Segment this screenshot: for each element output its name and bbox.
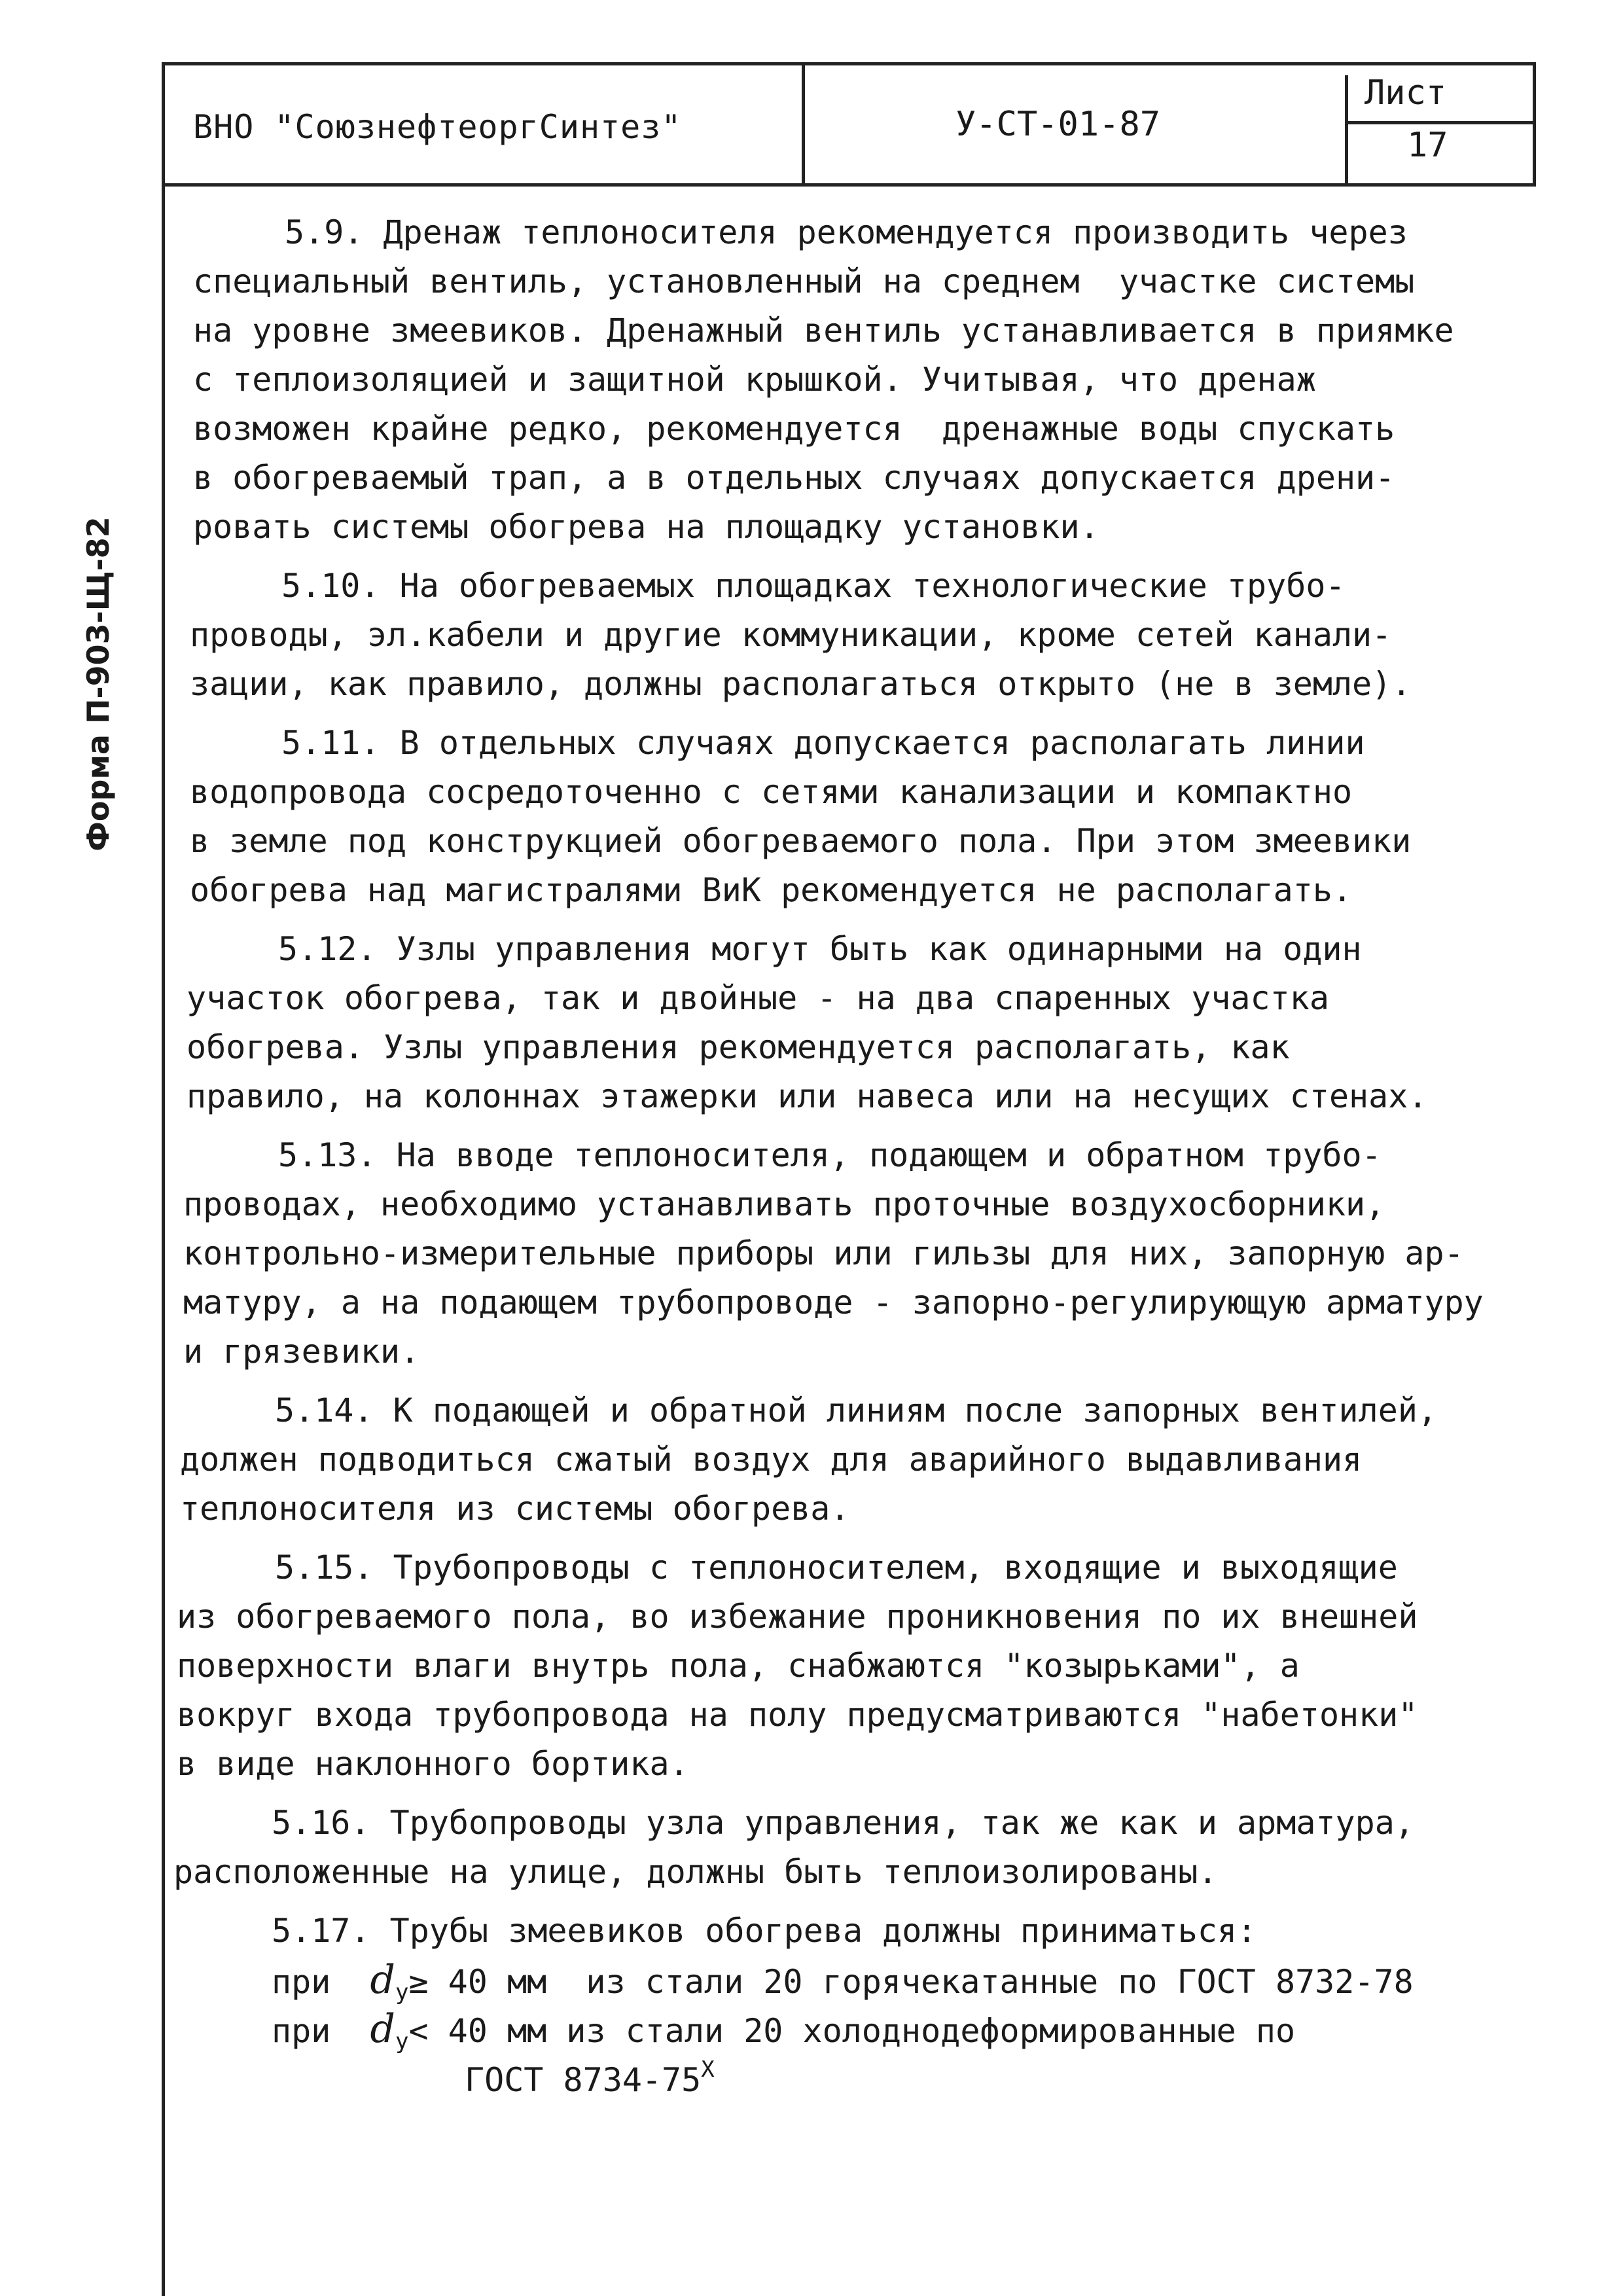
- comparison-operator: <: [408, 2012, 429, 2050]
- text-line: в виде наклонного бортика.: [177, 1745, 689, 1783]
- header-bottom-border: [162, 183, 1536, 187]
- organization-name: ВНО "СоюзнефтеоргСинтез": [193, 108, 682, 146]
- header-divider: [802, 62, 805, 187]
- text-line: проводах, необходимо устанавливать проточные воздухосборники,: [183, 1185, 1385, 1223]
- text-line: 5.11. В отдельных случаях допускается располагать линии: [281, 724, 1365, 762]
- diameter-symbol: d: [370, 2006, 395, 2052]
- frame-top-border: [162, 62, 1536, 65]
- text-line: из обогреваемого пола, во избежание проникновения по их внешней: [177, 1598, 1418, 1636]
- diameter-symbol: d: [370, 1957, 395, 2003]
- pipe-spec-row: [272, 1957, 1414, 2005]
- sheet-number: 17: [1407, 126, 1448, 165]
- text-line: в земле под конструкцией обогреваемого пола. При этом змеевики: [190, 822, 1412, 860]
- text-line: вокруг входа трубопровода на полу предусматриваются "набетонки": [177, 1696, 1418, 1734]
- text-line: матуру, а на подающем трубопроводе - запорно-регулирующую арматуру: [183, 1283, 1484, 1321]
- sheet-cell-divider: [1345, 121, 1536, 124]
- text-line: и грязевики.: [183, 1333, 420, 1371]
- text-line: обогрева. Узлы управления рекомендуется располагать, как: [187, 1028, 1290, 1066]
- comparison-operator: ≥: [408, 1963, 429, 2001]
- spec-text: 40 мм из стали 20 горячекатанные по ГОСТ 8732-78: [448, 1963, 1414, 2001]
- sheet-label: Лист: [1364, 73, 1447, 113]
- spec-prefix: при: [272, 1963, 331, 2001]
- text-line: 5.15. Трубопроводы с теплоносителем, входящие и выходящие: [275, 1549, 1398, 1587]
- text-line: 5.16. Трубопроводы узла управления, так же как и арматура,: [272, 1804, 1414, 1842]
- diameter-subscript: у: [395, 1979, 409, 2005]
- text-line: должен подводиться сжатый воздух для аварийного выдавливания: [180, 1441, 1363, 1479]
- text-line: в обогреваемый трап, а в отдельных случаях допускается дрени-: [193, 459, 1395, 497]
- text-line: контрольно-измерительные приборы или гильзы для них, запорную ар-: [183, 1234, 1464, 1272]
- text-line: 5.9. Дренаж теплоносителя рекомендуется производить через: [285, 213, 1408, 251]
- text-line: расположенные на улице, должны быть теплоизолированы.: [173, 1853, 1218, 1891]
- frame-right-border: [1533, 62, 1536, 187]
- text-line: зации, как правило, должны располагаться открыто (не в земле).: [190, 665, 1412, 703]
- diameter-subscript: у: [395, 2028, 409, 2054]
- text-line: на уровне змеевиков. Дренажный вентиль устанавливается в приямке: [193, 312, 1454, 350]
- text-line: правило, на колоннах этажерки или навеса или на несущих стенах.: [187, 1077, 1428, 1115]
- spec-prefix: при: [272, 2012, 331, 2050]
- text-line: 5.17. Трубы змеевиков обогрева должны приниматься:: [272, 1912, 1257, 1950]
- text-line: 5.13. На вводе теплоносителя, подающем и обратном трубо-: [278, 1136, 1382, 1174]
- text-line: участок обогрева, так и двойные - на два спаренных участка: [187, 979, 1329, 1017]
- text-line: теплоносителя из системы обогрева.: [180, 1490, 850, 1528]
- text-line: ровать системы обогрева на площадку установки.: [193, 508, 1099, 546]
- pipe-spec-row: [272, 2006, 1296, 2054]
- pipe-spec-row: [465, 2056, 715, 2099]
- spec-text: 40 мм из стали 20 холоднодеформированные по: [448, 2012, 1296, 2050]
- spec-text: ГОСТ 8734-75: [465, 2061, 702, 2099]
- text-line: с теплоизоляцией и защитной крышкой. Учитывая, что дренаж: [193, 361, 1316, 399]
- text-line: 5.14. К подающей и обратной линиям после запорных вентилей,: [275, 1391, 1438, 1429]
- text-line: 5.10. На обогреваемых площадках технологические трубо-: [281, 567, 1346, 605]
- text-line: поверхности влаги внутрь пола, снабжаются "козырьками", а: [177, 1647, 1300, 1685]
- frame-left-border: [162, 62, 165, 2296]
- text-line: обогрева над магистралями ВиК рекомендуется не располагать.: [190, 871, 1353, 909]
- header-divider: [1345, 75, 1348, 187]
- text-line: 5.12. Узлы управления могут быть как одинарными на один: [278, 930, 1362, 968]
- document-code: У-СТ-01-87: [955, 105, 1161, 144]
- text-line: водопровода сосредоточенно с сетями канализации и компактно: [190, 773, 1353, 811]
- text-line: проводы, эл.кабели и другие коммуникации, кроме сетей канали-: [190, 616, 1392, 654]
- form-stamp: Форма П-903-Щ-82: [80, 516, 116, 852]
- text-line: специальный вентиль, установленный на среднем участке системы: [193, 262, 1415, 300]
- text-line: возможен крайне редко, рекомендуется дренажные воды спускать: [193, 410, 1395, 448]
- spec-superscript: X: [701, 2056, 715, 2083]
